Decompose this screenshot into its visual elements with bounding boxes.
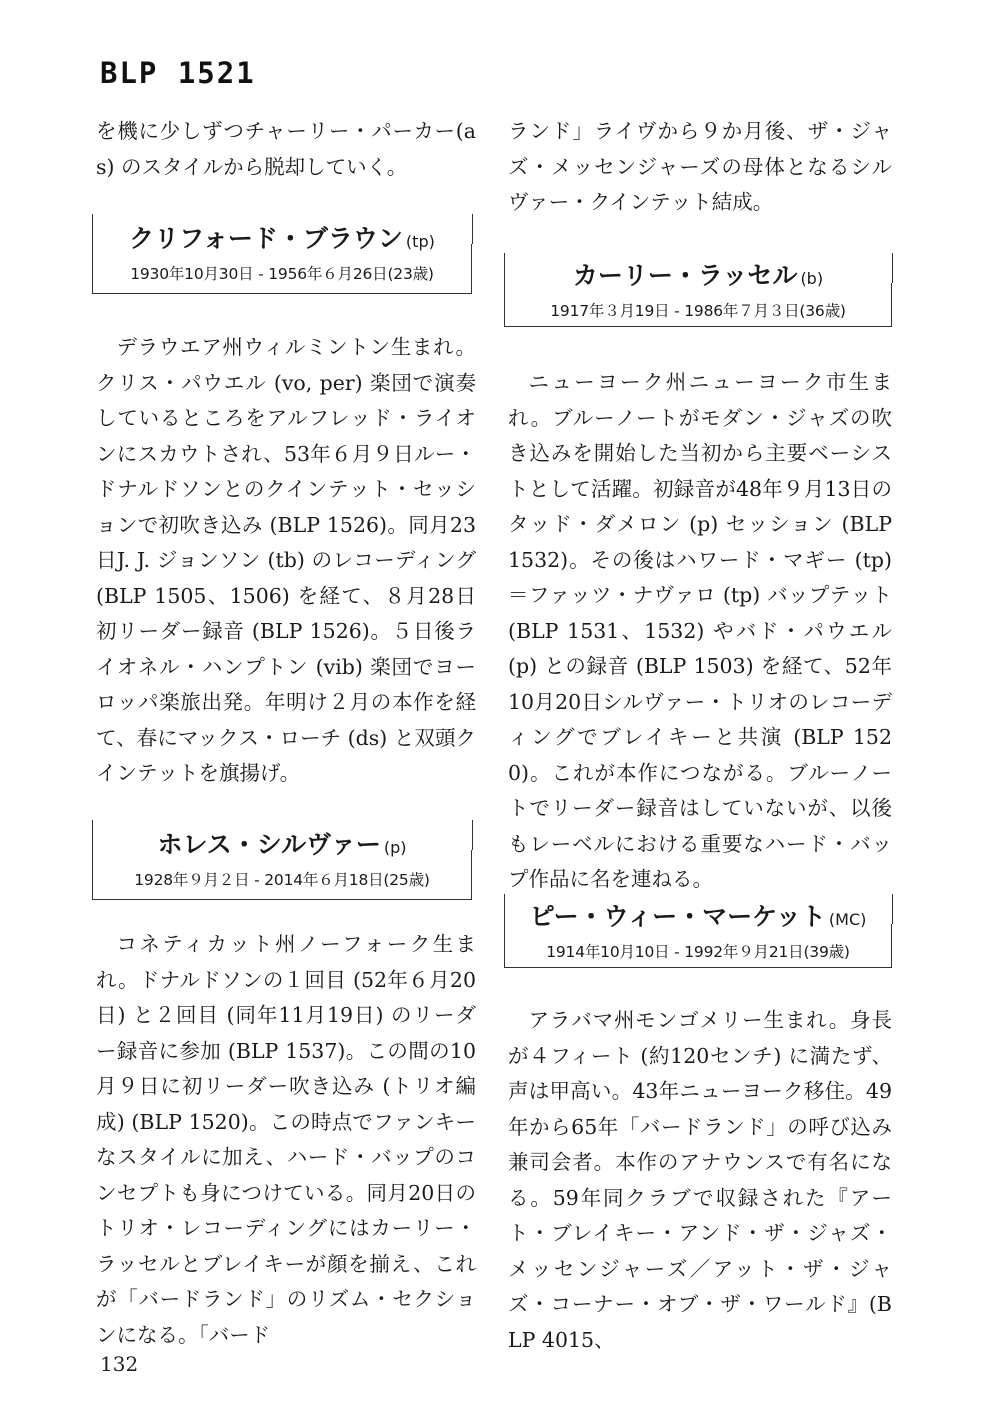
clifford-brown-heading-box: [92, 224, 472, 294]
horace-silver-heading-box: [92, 830, 472, 900]
curley-russell-role: (b): [800, 269, 824, 288]
horace-silver-role: (p): [383, 838, 407, 857]
page-header: BLP 1521: [100, 56, 256, 90]
curley-russell-dates: 1917年３月19日 - 1986年７月３日(36歳): [550, 302, 846, 320]
left-intro-paragraph: を機に少しずつチャーリー・パーカー(as) のスタイルから脱却していく。: [96, 119, 476, 179]
clifford-brown-name: クリフォード・ブラウン: [129, 224, 403, 253]
clifford-brown-role: (tp): [405, 232, 435, 251]
pee-wee-marquette-dates: 1914年10月10日 - 1992年９月21日(39歳): [546, 943, 850, 961]
pee-wee-marquette-heading-box: [504, 902, 892, 968]
pee-wee-marquette-role: (MC): [828, 910, 867, 929]
page-number: 132: [100, 1352, 139, 1376]
clifford-brown-bio: デラウエア州ウィルミントン生まれ。クリス・パウエル (vo, per) 楽団で演奏しているところをアルフレッド・ライオンにスカウトされ、53年６月９日ルー・ドナルドソンとのクインテット・セッションで初吹き込み (BLP 1526)。同月23日J. J. ジョンソン (tb) のレコーディング (BLP 1505、1506) を経て、８月28日初リーダー録音 (BLP 1526)。５日後ライオネル・ハンプトン (vib) 楽団でヨーロッパ楽旅出発。年明け２月の本作を経て、春にマックス・ローチ (ds) と双頭クインテットを旗揚げ。: [96, 335, 476, 785]
curley-russell-name: カーリー・ラッセル: [572, 261, 798, 290]
right-intro-paragraph: ランド」ライヴから９か月後、ザ・ジャズ・メッセンジャーズの母体となるシルヴァー・クインテット結成。: [508, 119, 892, 214]
pee-wee-marquette-bio: アラバマ州モンゴメリー生まれ。身長が４フィート (約120センチ) に満たず、声は甲高い。43年ニューヨーク移住。49年から65年「バードランド」の呼び込み兼司会者。本作のアナウンスで有名になる。59年同クラブで収録された『アート・ブレイキー・アンド・ザ・ジャズ・メッセンジャーズ／アット・ザ・ジャズ・コーナー・オブ・ザ・ワールド』(BLP 4015、: [508, 1008, 892, 1352]
horace-silver-bio: コネティカット州ノーフォーク生まれ。ドナルドソンの１回目 (52年６月20日) と２回目 (同年11月19日) のリーダー録音に参加 (BLP 1537)。この間の10月９日に初リーダー吹き込み (トリオ編成) (BLP 1520)。この時点でファンキーなスタイルに加え、ハード・バップのコンセプトも身につけている。同月20日のトリオ・レコーディングにはカーリー・ラッセルとブレイキーが顔を揃え、これが「バードランド」のリズム・セクションになる。「バード: [96, 932, 476, 1347]
horace-silver-name: ホレス・シルヴァー: [157, 830, 381, 859]
pee-wee-marquette-name: ピー・ウィー・マーケット: [529, 902, 826, 931]
clifford-brown-dates: 1930年10月30日 - 1956年６月26日(23歳): [130, 265, 434, 283]
curley-russell-heading-box: [504, 261, 892, 327]
horace-silver-dates: 1928年９月２日 - 2014年６月18日(25歳): [134, 871, 430, 889]
curley-russell-bio: ニューヨーク州ニューヨーク市生まれ。ブルーノートがモダン・ジャズの吹き込みを開始した当初から主要ベーシストとして活躍。初録音が48年９月13日のタッド・ダメロン (p) セッション (BLP 1532)。その後はハワード・マギー (tp) ＝ファッツ・ナヴァロ (tp) バップテット (BLP 1531、1532) やバド・パウエル (p) との録音 (BLP 1503) を経て、52年10月20日シルヴァー・トリオのレコーディングでブレイキーと共演 (BLP 1520)。これが本作につながる。ブルーノートでリーダー録音はしていないが、以後もレーベルにおける重要なハード・バップ作品に名を連ねる。: [508, 370, 892, 891]
